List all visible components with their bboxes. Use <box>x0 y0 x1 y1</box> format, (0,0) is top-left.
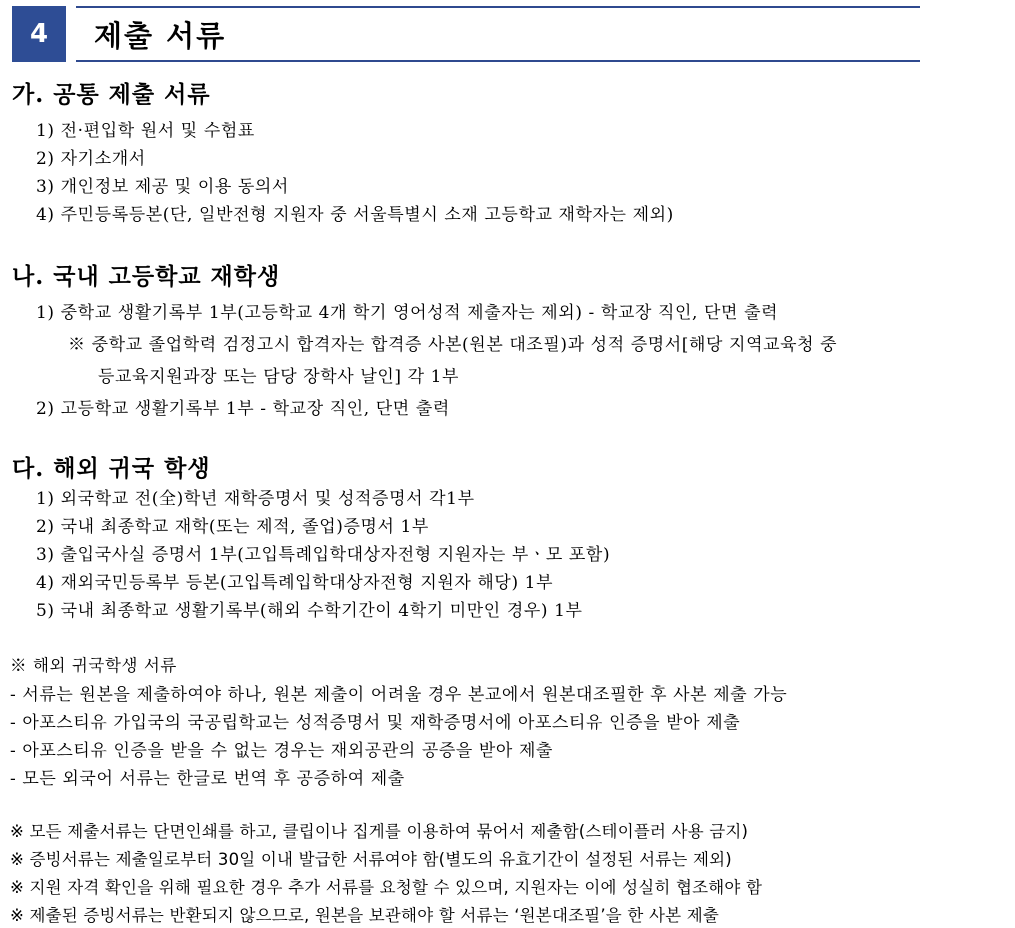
general-note: ※ 증빙서류는 제출일로부터 30일 이내 발급한 서류여야 함(별도의 유효기간이 설정된 서류는 제외) <box>10 850 732 869</box>
list-item: 2) 고등학교 생활기록부 1부 - 학교장 직인, 단면 출력 <box>36 399 450 419</box>
list-item: 3) 출입국사실 증명서 1부(고입특례입학대상자전형 지원자는 부ㆍ모 포함) <box>36 545 611 565</box>
heading-overseas-returnees: 다. 해외 귀국 학생 <box>12 455 211 482</box>
list-item: 2) 국내 최종학교 재학(또는 제적, 졸업)증명서 1부 <box>36 517 429 537</box>
note-line: 등교육지원과장 또는 담당 장학사 날인] 각 1부 <box>98 367 460 387</box>
note-line: - 아포스티유 인증을 받을 수 없는 경우는 재외공관의 공증을 받아 제출 <box>10 741 553 761</box>
heading-domestic-students: 나. 국내 고등학교 재학생 <box>12 263 281 290</box>
section-title: 제출 서류 <box>94 18 227 53</box>
header-bottom-rule <box>76 60 920 62</box>
list-item: 4) 주민등록등본(단, 일반전형 지원자 중 서울특별시 소재 고등학교 재학자는 제외) <box>36 205 674 225</box>
general-note: ※ 제출된 증빙서류는 반환되지 않으므로, 원본을 보관해야 할 서류는 ‘원본대조필’을 한 사본 제출 <box>10 906 719 925</box>
list-item: 1) 중학교 생활기록부 1부(고등학교 4개 학기 영어성적 제출자는 제외) - 학교장 직인, 단면 출력 <box>36 303 779 323</box>
list-item: 4) 재외국민등록부 등본(고입특례입학대상자전형 지원자 해당) 1부 <box>36 573 554 593</box>
note-line: - 서류는 원본을 제출하여야 하나, 원본 제출이 어려울 경우 본교에서 원본대조필한 후 사본 제출 가능 <box>10 685 788 705</box>
list-item: 3) 개인정보 제공 및 이용 동의서 <box>36 177 289 197</box>
overseas-notes-title: ※ 해외 귀국학생 서류 <box>10 656 177 675</box>
list-item: 5) 국내 최종학교 생활기록부(해외 수학기간이 4학기 미만인 경우) 1부 <box>36 601 583 621</box>
section-number-badge: 4 <box>12 6 66 62</box>
heading-common-documents: 가. 공통 제출 서류 <box>12 81 211 108</box>
note-line: - 아포스티유 가입국의 국공립학교는 성적증명서 및 재학증명서에 아포스티유 인증을 받아 제출 <box>10 713 741 733</box>
general-note: ※ 지원 자격 확인을 위해 필요한 경우 추가 서류를 요청할 수 있으며, 지원자는 이에 성실히 협조해야 함 <box>10 878 763 897</box>
section-header <box>12 6 920 62</box>
note-line: ※ 중학교 졸업학력 검정고시 합격자는 합격증 사본(원본 대조필)과 성적 증명서[해당 지역교육청 중 <box>68 335 838 355</box>
list-item: 2) 자기소개서 <box>36 149 146 169</box>
general-note: ※ 모든 제출서류는 단면인쇄를 하고, 클립이나 집게를 이용하여 묶어서 제출함(스테이플러 사용 금지) <box>10 822 749 841</box>
list-item: 1) 외국학교 전(全)학년 재학증명서 및 성적증명서 각1부 <box>36 489 475 509</box>
list-item: 1) 전·편입학 원서 및 수험표 <box>36 121 255 141</box>
note-line: - 모든 외국어 서류는 한글로 번역 후 공증하여 제출 <box>10 769 405 789</box>
